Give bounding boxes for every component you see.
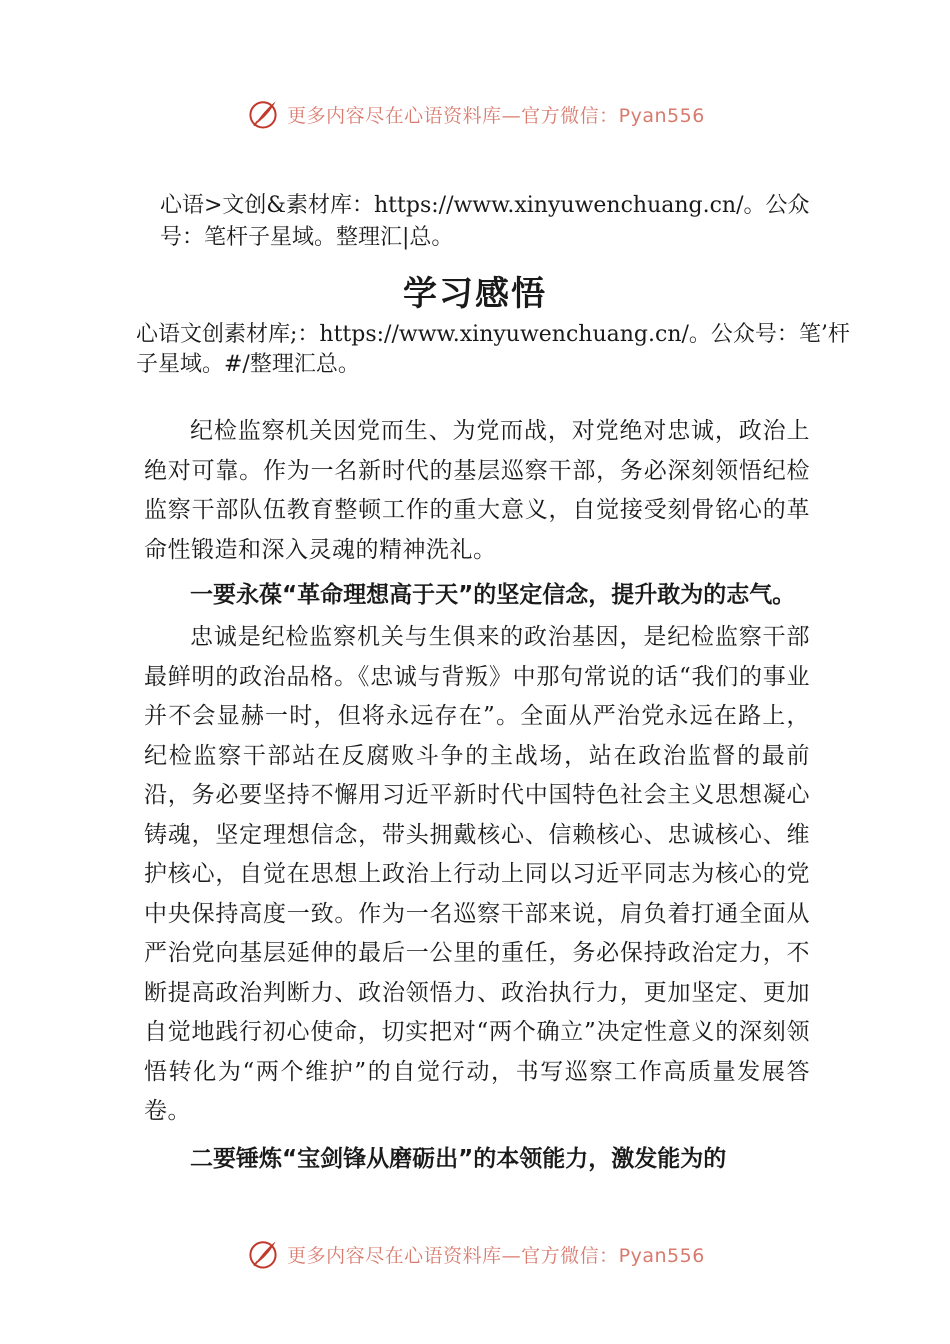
- header-banner-text: 更多内容尽在心语资料库—官方微信：Pyan556: [287, 104, 705, 127]
- source-note-2: 心语文创素材库;：https://www.xinyuwenchuang.cn/。公众号：笔’杆子星域。#/整理汇总。: [136, 322, 850, 377]
- page-title: 学习感悟: [403, 274, 547, 314]
- quill-pen-logo-icon: [245, 1236, 281, 1272]
- header-wechat-id: Pyan556: [618, 104, 705, 127]
- header-banner: [0, 96, 950, 132]
- quill-pen-logo-icon: [245, 96, 281, 132]
- footer-banner: [0, 1236, 950, 1272]
- intro-paragraph: 纪检监察机关因党而生、为党而战，对党绝对忠诚，政治上绝对可靠。作为一名新时代的基层巡察干部，务必深刻领悟纪检监察干部队伍教育整顿工作的重大意义，自觉接受刻骨铭心的革命性锻造和深入灵魂的精神洗礼。: [144, 418, 810, 563]
- footer-banner-text: 更多内容尽在心语资料库—官方微信：Pyan556: [287, 1244, 705, 1267]
- article-body: [144, 412, 810, 1182]
- source-note-1: 心语>文创&素材库：https://www.xinyuwenchuang.cn/。公众号：笔杆子星域。整理汇|总。: [160, 193, 810, 250]
- section-heading-1: 一要永葆“革命理想高于天”的坚定信念，提升敢为的志气。: [190, 582, 796, 608]
- section-heading-2: 二要锤炼“宝剑锋从磨砺出”的本领能力，激发能为的: [190, 1145, 727, 1172]
- footer-wechat-id: Pyan556: [618, 1244, 705, 1267]
- section-paragraph-1: 忠诚是纪检监察机关与生俱来的政治基因，是纪检监察干部最鲜明的政治品格。《忠诚与背叛》中那句常说的话“我们的事业并不会显赫一时，但将永远存在”。全面从严治党永远在路上，纪检监察干部站在反腐败斗争的主战场，站在政治监督的最前沿，务必要坚持不懈用习近平新时代中国特色社会主义思想凝心铸魂，坚定理想信念，带头拥戴核心、信赖核心、忠诚核心、维护核心，自觉在思想上政治上行动上同以习近平同志为核心的党中央保持高度一致。作为一名巡察干部来说，肩负着打通全面从严治党向基层延伸的最后一公里的重任，务必保持政治定力，不断提高政治判断力、政治领悟力、政治执行力，更加坚定、更加自觉地践行初心使命，切实把对“两个确立”决定性意义的深刻领悟转化为“两个维护”的自觉行动，书写巡察工作高质量发展答卷。: [144, 624, 810, 1124]
